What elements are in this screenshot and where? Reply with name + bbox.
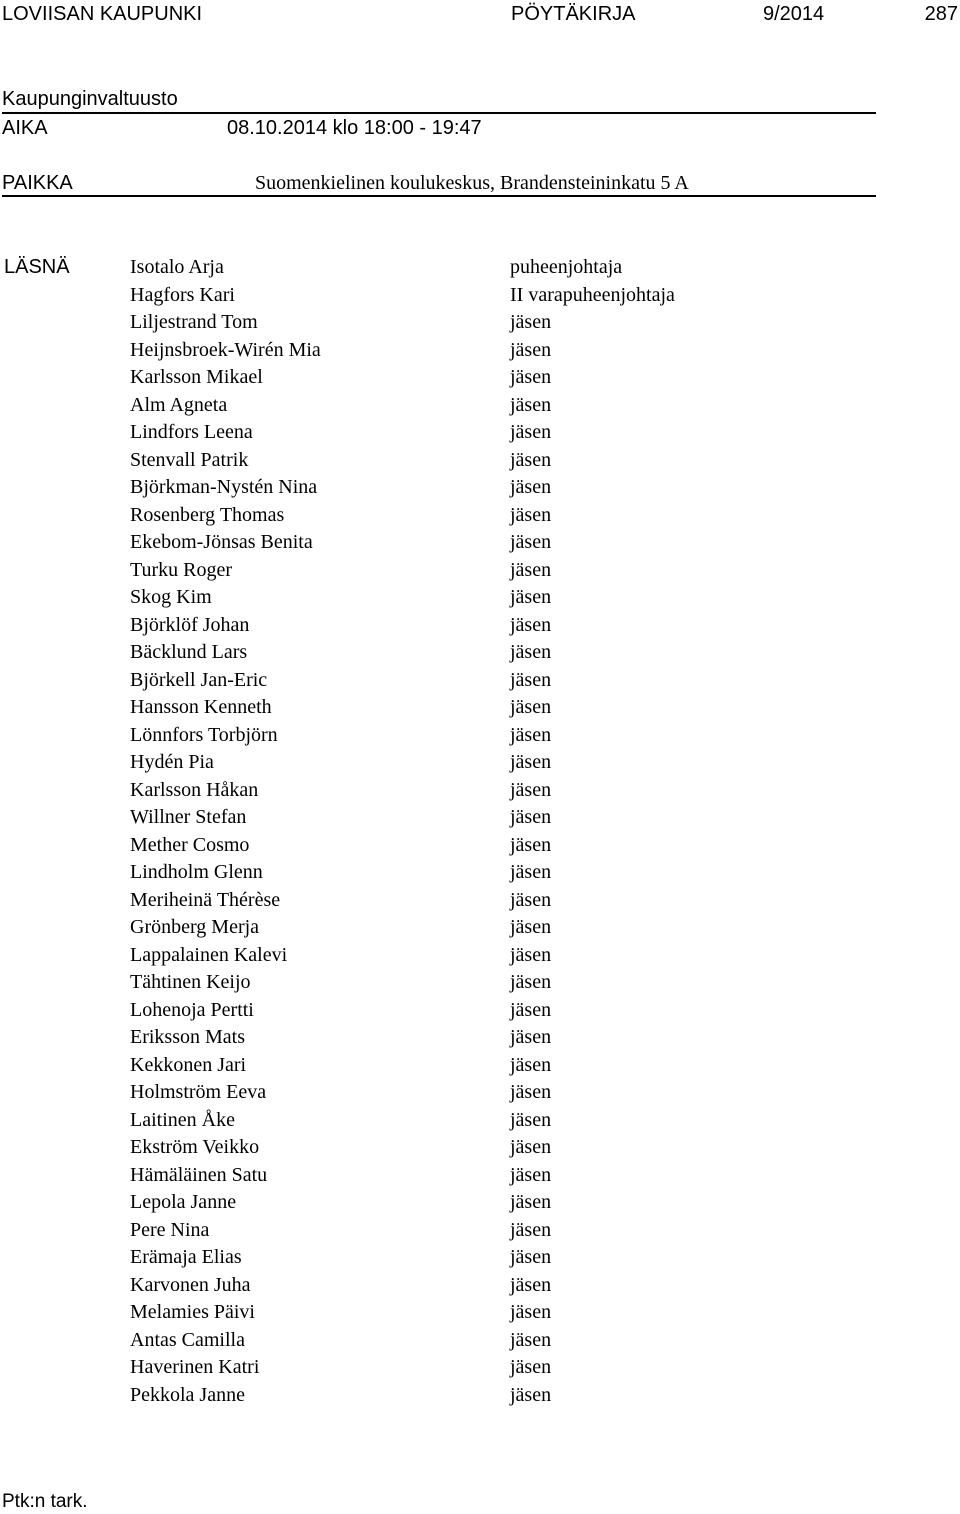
attendee-row [130, 612, 870, 640]
attendee-name: Karlsson Håkan [130, 778, 259, 801]
attendee-name: Eriksson Mats [130, 1026, 245, 1048]
attendee-role: jäsen [510, 888, 552, 911]
attendee-name: Lindholm Glenn [130, 861, 263, 883]
document-type: PÖYTÄKIRJA [511, 3, 636, 25]
attendee-name: Karvonen Juha [130, 1273, 251, 1296]
organization-name: LOVIISAN KAUPUNKI [2, 3, 203, 25]
attendee-name: Erämaja Elias [130, 1246, 242, 1268]
attendee-name: Haverinen Katri [130, 1356, 260, 1378]
attendee-row [130, 282, 870, 310]
attendee-role: jäsen [510, 586, 552, 608]
attendee-name: Stenvall Patrik [130, 448, 249, 471]
attendee-name: Karlsson Mikael [130, 366, 263, 388]
attendee-row [130, 1052, 870, 1080]
attendee-role: jäsen [510, 311, 552, 333]
attendee-role: puheenjohtaja [510, 256, 623, 278]
attendee-row [130, 1189, 870, 1217]
attendee-row [130, 584, 870, 612]
attendee-role: jäsen [510, 1053, 552, 1076]
attendee-row [130, 419, 870, 447]
attendee-name: Pekkola Janne [130, 1383, 245, 1406]
attendee-row [130, 749, 870, 777]
attendee-row [130, 887, 870, 915]
attendee-name: Holmström Eeva [130, 1081, 267, 1103]
attendee-role: jäsen [510, 916, 552, 938]
attendee-name: Melamies Päivi [130, 1301, 255, 1323]
place-value: Suomenkielinen koulukeskus, Brandensteininkatu 5 A [255, 172, 689, 194]
attendee-role: II varapuheenjohtaja [510, 283, 675, 306]
attendee-row [130, 639, 870, 667]
minutes-checker-label: Ptk:n tark. [2, 1491, 88, 1512]
attendee-name: Isotalo Arja [130, 256, 224, 278]
attendee-role: jäsen [510, 1163, 552, 1186]
attendee-role: jäsen [510, 1328, 552, 1351]
attendee-row [130, 1217, 870, 1245]
attendee-name: Rosenberg Thomas [130, 503, 285, 526]
attendee-row [130, 529, 870, 557]
attendee-name: Björklöf Johan [130, 613, 250, 636]
attendance-label: LÄSNÄ [4, 256, 70, 278]
attendee-name: Lönnfors Torbjörn [130, 723, 278, 746]
attendee-row [130, 1024, 870, 1052]
attendee-name: Turku Roger [130, 558, 233, 581]
attendee-row [130, 447, 870, 475]
attendee-role: jäsen [510, 998, 552, 1021]
attendee-name: Pere Nina [130, 1218, 210, 1241]
attendee-role: jäsen [510, 448, 552, 471]
attendee-row [130, 804, 870, 832]
attendee-role: jäsen [510, 531, 552, 553]
attendee-role: jäsen [510, 723, 552, 746]
attendee-row [130, 694, 870, 722]
attendee-row [130, 722, 870, 750]
attendee-name: Tähtinen Keijo [130, 971, 251, 993]
attendee-role: jäsen [510, 1246, 552, 1268]
attendee-row [130, 392, 870, 420]
attendee-name: Ekström Veikko [130, 1136, 260, 1158]
divider-line [2, 195, 876, 197]
attendee-row [130, 1244, 870, 1272]
attendee-row [130, 1299, 870, 1327]
attendee-name: Ekebom-Jönsas Benita [130, 531, 313, 553]
attendee-row [130, 1162, 870, 1190]
attendee-row [130, 1272, 870, 1300]
attendee-name: Mether Cosmo [130, 833, 250, 856]
place-row [2, 170, 876, 196]
attendee-role: jäsen [510, 806, 552, 828]
attendee-name: Kekkonen Jari [130, 1053, 247, 1076]
attendee-row [130, 1079, 870, 1107]
attendee-role: jäsen [510, 338, 552, 361]
attendee-row [130, 777, 870, 805]
attendee-name: Laitinen Åke [130, 1108, 235, 1131]
attendee-role: jäsen [510, 476, 552, 498]
attendee-row [130, 1327, 870, 1355]
attendee-name: Hansson Kenneth [130, 696, 272, 718]
attendee-name: Willner Stefan [130, 806, 247, 828]
attendee-name: Lohenoja Pertti [130, 998, 254, 1021]
attendee-role: jäsen [510, 393, 552, 416]
attendee-row [130, 667, 870, 695]
attendee-role: jäsen [510, 1301, 552, 1323]
attendee-name: Björkell Jan-Eric [130, 668, 268, 691]
attendee-name: Heijnsbroek-Wirén Mia [130, 338, 321, 361]
attendee-role: jäsen [510, 1108, 552, 1131]
attendee-name: Hämäläinen Satu [130, 1163, 268, 1186]
attendee-row [130, 859, 870, 887]
attendee-row [130, 557, 870, 585]
page-number: 287 [924, 3, 958, 25]
attendee-role: jäsen [510, 503, 552, 526]
organ-name: Kaupunginvaltuusto [2, 88, 178, 110]
attendee-row [130, 997, 870, 1025]
attendee-role: jäsen [510, 613, 552, 636]
attendee-name: Skog Kim [130, 586, 212, 608]
attendee-list [130, 254, 870, 1409]
attendee-row [130, 364, 870, 392]
attendee-role: jäsen [510, 943, 552, 966]
attendee-name: Lindfors Leena [130, 421, 253, 443]
attendee-name: Antas Camilla [130, 1328, 245, 1351]
attendee-row [130, 1382, 870, 1410]
time-row [2, 115, 876, 141]
time-value: 08.10.2014 klo 18:00 - 19:47 [227, 117, 482, 139]
attendee-role: jäsen [510, 1081, 552, 1103]
attendee-row [130, 914, 870, 942]
attendee-row [130, 1107, 870, 1135]
divider-line [2, 112, 876, 114]
attendee-role: jäsen [510, 778, 552, 801]
attendee-row [130, 309, 870, 337]
attendee-role: jäsen [510, 1356, 552, 1378]
attendee-role: jäsen [510, 1026, 552, 1048]
attendee-role: jäsen [510, 421, 552, 443]
attendee-role: jäsen [510, 971, 552, 993]
attendee-name: Lappalainen Kalevi [130, 943, 288, 966]
attendee-role: jäsen [510, 558, 552, 581]
attendee-role: jäsen [510, 751, 552, 773]
attendee-role: jäsen [510, 861, 552, 883]
attendee-name: Bäcklund Lars [130, 641, 248, 663]
attendee-row [130, 969, 870, 997]
attendee-name: Björkman-Nystén Nina [130, 476, 318, 498]
attendee-name: Hagfors Kari [130, 283, 235, 306]
document-number: 9/2014 [763, 3, 825, 25]
attendee-name: Meriheinä Thérèse [130, 888, 281, 911]
attendee-role: jäsen [510, 668, 552, 691]
attendee-role: jäsen [510, 1191, 552, 1213]
attendee-row [130, 254, 870, 282]
attendee-name: Liljestrand Tom [130, 311, 258, 333]
attendee-role: jäsen [510, 1273, 552, 1296]
attendee-role: jäsen [510, 1218, 552, 1241]
attendee-name: Hydén Pia [130, 751, 214, 773]
attendee-role: jäsen [510, 1383, 552, 1406]
attendee-role: jäsen [510, 366, 552, 388]
attendee-role: jäsen [510, 833, 552, 856]
attendee-row [130, 502, 870, 530]
attendee-role: jäsen [510, 696, 552, 718]
attendee-name: Lepola Janne [130, 1191, 237, 1213]
attendee-name: Grönberg Merja [130, 916, 260, 938]
attendee-row [130, 942, 870, 970]
place-label: PAIKKA [2, 172, 73, 194]
attendee-role: jäsen [510, 1136, 552, 1158]
attendee-row [130, 1134, 870, 1162]
attendee-row [130, 337, 870, 365]
time-label: AIKA [2, 117, 48, 139]
attendee-row [130, 1354, 870, 1382]
attendee-row [130, 832, 870, 860]
attendee-name: Alm Agneta [130, 393, 228, 416]
attendee-role: jäsen [510, 641, 552, 663]
attendee-row [130, 474, 870, 502]
